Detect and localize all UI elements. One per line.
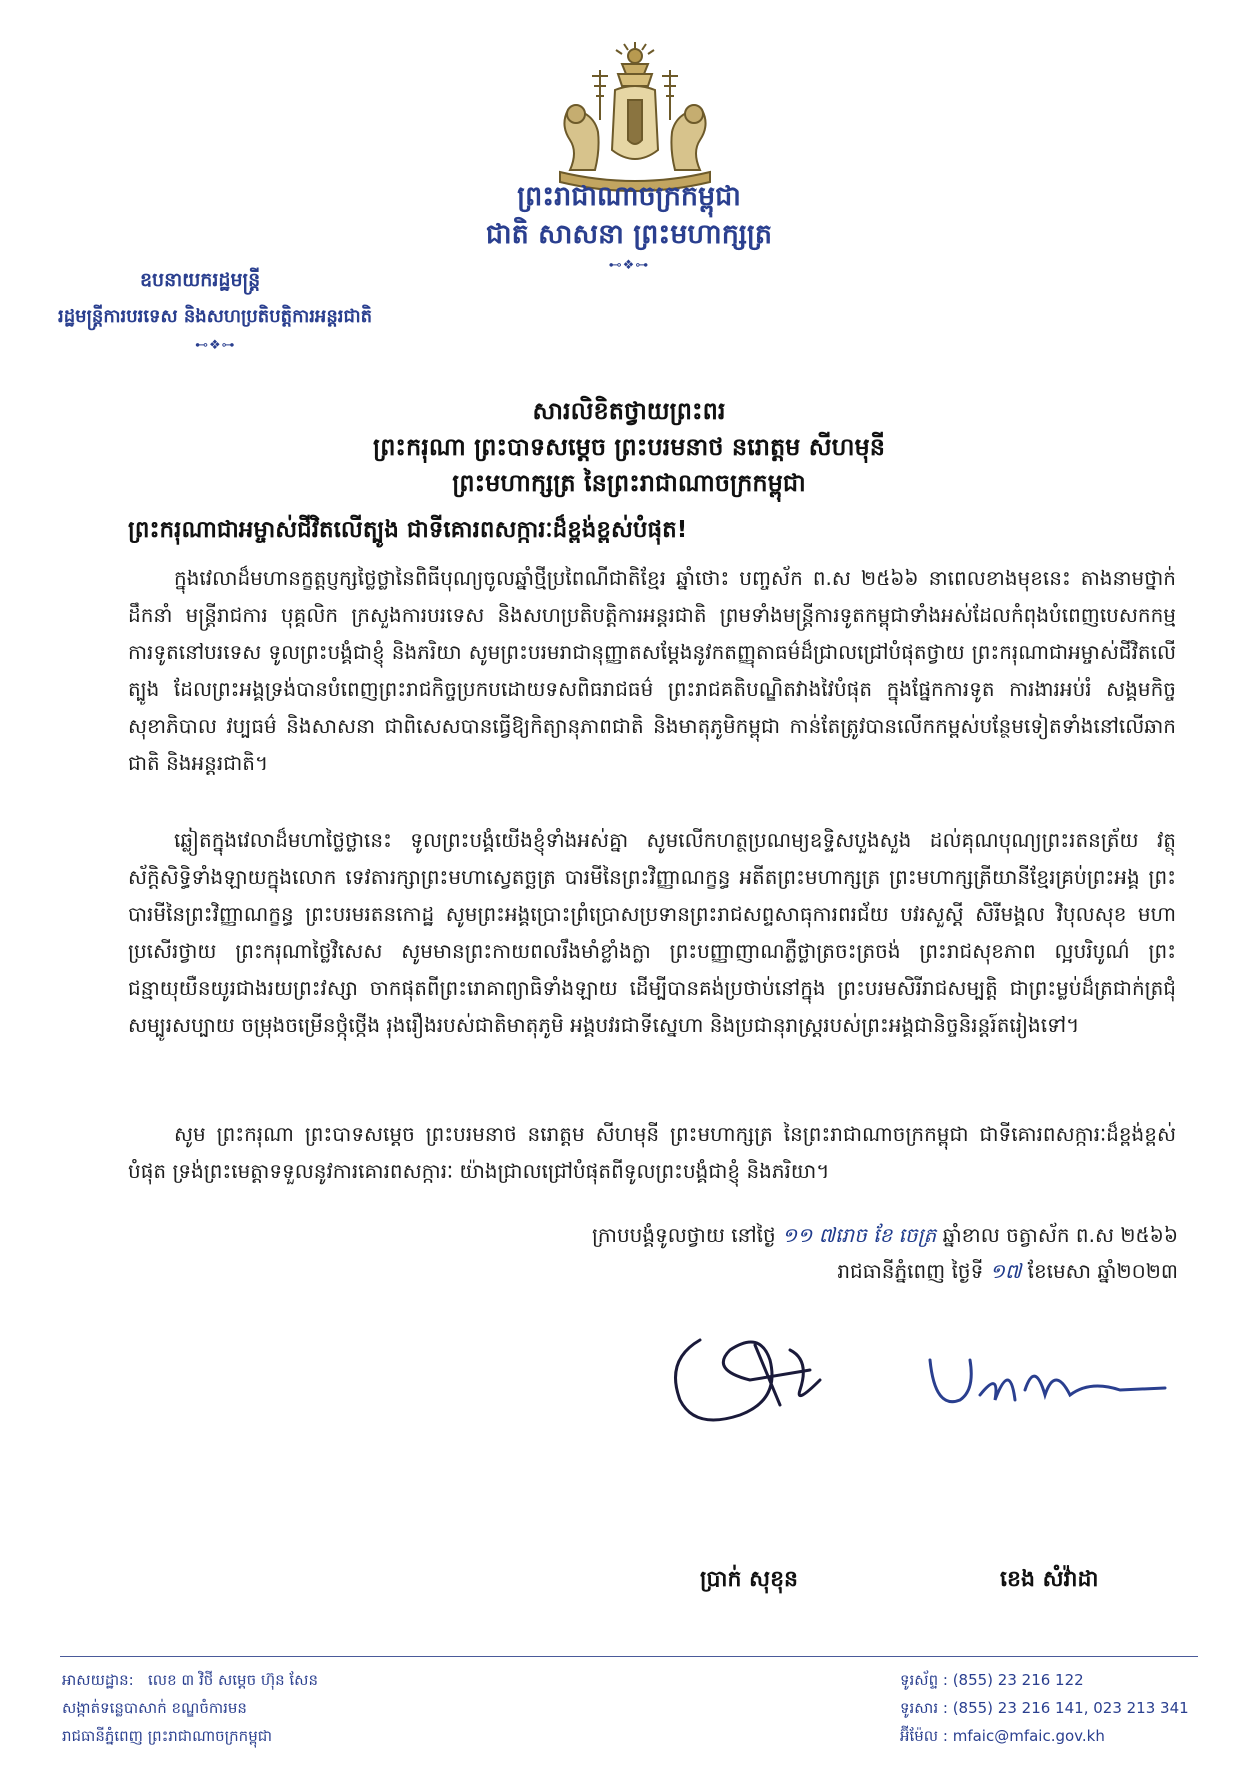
sender-ornament: ⊷❖⊶ [195,338,236,353]
lunar-date-handwritten: ១១ ៧រោច ខែ ចេត្រ [782,1223,937,1247]
lunar-date-suffix: ឆ្នាំខាល ចត្វាស័ក ព.ស ២៥៦៦ [942,1223,1178,1247]
fax-line: ទូរសារ : (855) 23 216 141, 023 213 341 [900,1699,1189,1717]
motto-ornament: ⊷❖⊶ [608,258,650,273]
kingdom-name: ព្រះរាជាណាចក្រកម្ពុជា [517,181,741,212]
gregorian-date-prefix: រាជធានីភ្នំពេញ ថ្ងៃទី [837,1259,984,1283]
body-paragraph-1: ក្នុងវេលាដ៏មហានក្ខត្តប្ញក្សថ្លៃថ្លានៃពិធីបុណ្យចូលឆ្នាំថ្មីប្រពៃណីជាតិខ្មែរ ឆ្នាំថោះ បញ្ចស័ក ព.ស ២៥៦៦ នាពេលខាងមុខនេះ តាងនាមថ្នាក់ដឹកនាំ មន្ត្រីរាជការ បុគ្គលិក ក្រសួងការបរទេស និងសហប្រតិបត្តិការអន្តរជាតិ ព្រមទាំងមន្ត្រីការទូតកម្ពុជាទាំងអស់ដែលកំពុងបំពេញបេសកកម្មការទូតនៅបរទេស ទូលព្រះបង្គំជាខ្ញុំ និងភរិយា សូមព្រះបរមរាជានុញ្ញាតសម្ដែងនូវកតញ្ញុតាធម៌ដ៏ជ្រាលជ្រៅបំផុតថ្វាយ ព្រះករុណាជាអម្ចាស់ជីវិតលើត្បូង ដែលព្រះអង្គទ្រង់បានបំពេញព្រះរាជកិច្ចប្រកបដោយទសពិធរាជធម៌ ព្រះរាជគតិបណ្ឌិតវាងវៃបំផុត ក្នុងផ្នែកការទូត ការងារអប់រំ សង្គមកិច្ច សុខាភិបាល វប្បធម៌ និងសាសនា ជាពិសេសបានធ្វើឱ្យកិត្យានុភាពជាតិ និងមាតុភូមិកម្ពុជា កាន់តែត្រូវបានលើកកម្ពស់បន្ថែមទៀតទាំងនៅលើឆាកជាតិ និងអន្តរជាតិ។ [128,566,1176,775]
email-line[interactable]: អ៊ីម៉ែល : mfaic@mfaic.gov.kh [900,1727,1105,1745]
body-paragraph-3: សូម ព្រះករុណា ព្រះបាទសម្ដេច ព្រះបរមនាថ នរោត្ដម សីហមុនី ព្រះមហាក្សត្រ នៃព្រះរាជាណាចក្រកម្ពុជា ជាទីគោរពសក្ការៈដ៏ខ្ពង់ខ្ពស់បំផុត ទ្រង់ព្រះមេត្តាទទួលនូវការគោរពសក្ការៈ យ៉ាងជ្រាលជ្រៅបំផុតពីទូលព្រះបង្គំជាខ្ញុំ និងភរិយា។ [128,1122,1176,1183]
recipient-name: ព្រះករុណា ព្រះបាទសម្ដេច ព្រះបរមនាថ នរោត្ដម សីហមុនី [373,433,885,461]
signature-2-scribble [920,1340,1180,1430]
national-motto: ជាតិ សាសនា ព្រះមហាក្សត្រ [485,219,773,250]
footer-contact [900,1666,1189,1750]
sender-title: ឧបនាយករដ្ឋមន្ត្រី [140,269,261,291]
signatory-name-2: ខេង សំវ៉ាដា [1000,1567,1099,1592]
signature-1-scribble [660,1320,890,1440]
lunar-date-prefix: ក្រាបបង្គំទូលថ្វាយ នៅថ្ងៃ [591,1223,776,1247]
royal-coat-of-arms [540,40,730,200]
address-line-1: អាសយដ្ឋាន: លេខ ៣ វិថី សម្ដេច ហ៊ុន សែន [62,1671,318,1689]
letter-heading: សារលិខិតថ្វាយព្រះពរ [532,397,726,425]
body-paragraph-2: ឆ្លៀតក្នុងវេលាដ៏មហាថ្លៃថ្លានេះ ទូលព្រះបង្គំយើងខ្ញុំទាំងអស់គ្នា សូមលើកហត្ថប្រណម្យឧទ្ទិសបួងសួង ដល់គុណបុណ្យព្រះរតនត្រ័យ វត្ថុស័ក្ដិសិទ្ធិទាំងឡាយក្នុងលោក ទេវតារក្សាព្រះមហាស្វេតច្ឆត្រ បារមីនៃព្រះវិញ្ញាណក្ខន្ធ អតីតព្រះមហាក្សត្រ ព្រះមហាក្សត្រីយានីខ្មែរគ្រប់ព្រះអង្គ ព្រះបារមីនៃព្រះវិញ្ញាណក្ខន្ធ ព្រះបរមរតនកោដ្ឋ សូមព្រះអង្គប្រោះព្រំប្រោសប្រទានព្រះរាជសព្ទសាធុការពរជ័យ បវរសួស្ដី សិរីមង្គល វិបុលសុខ មហាប្រសើរថ្វាយ ព្រះករុណាថ្លៃវិសេស សូមមានព្រះកាយពលរឹងមាំខ្លាំងក្លា ព្រះបញ្ញាញាណភ្លឺថ្លាត្រចះត្រចង់ ព្រះរាជសុខភាព ល្អបរិបូណ៌ ព្រះជន្មាយុយឺនយូរជាងរយព្រះវស្សា ចាកផុតពីព្រះរោគាព្យាធិទាំងឡាយ ដើម្បីបានគង់ប្រថាប់នៅក្នុង ព្រះបរមសិរីរាជសម្បត្តិ ជាព្រះម្លប់ដ៏ត្រជាក់ត្រជុំ សម្បូរសប្បាយ ចម្រុងចម្រើនថ្កុំថ្កើង រុងរឿងរបស់ជាតិមាតុភូមិ អង្គបវរជាទីស្នេហា និងប្រជានុរាស្ត្ររបស់ព្រះអង្គជានិច្ចនិរន្តរ៍តរៀងទៅ។ [128,828,1176,1037]
footer-address [62,1666,318,1750]
lunar-date-line [352,1222,1178,1252]
gregorian-date-line [352,1258,1178,1288]
sender-ministry: រដ្ឋមន្ត្រីការបរទេស និងសហប្រតិបត្តិការអន្តរជាតិ [58,306,373,327]
address-line-3: រាជធានីភ្នំពេញ ព្រះរាជាណាចក្រកម្ពុជា [62,1727,272,1745]
recipient-title: ព្រះមហាក្សត្រ នៃព្រះរាជាណាចក្រកម្ពុជា [452,469,806,497]
phone-line: ទូរស័ព្ទ : (855) 23 216 122 [900,1671,1084,1689]
gregorian-date-suffix: ខែមេសា ឆ្នាំ២០២៣ [1027,1259,1178,1283]
signatory-name-1: ប្រាក់ សុខុន [700,1567,799,1592]
address-line-2: សង្កាត់ទន្លេបាសាក់ ខណ្ឌចំការមន [62,1699,247,1717]
salutation: ព្រះករុណាជាអម្ចាស់ជីវិតលើត្បូង ជាទីគោរពសក្ការៈដ៏ខ្ពង់ខ្ពស់បំផុត! [128,517,688,543]
footer-divider [60,1656,1198,1657]
gregorian-date-handwritten: ១៧ [989,1259,1022,1283]
